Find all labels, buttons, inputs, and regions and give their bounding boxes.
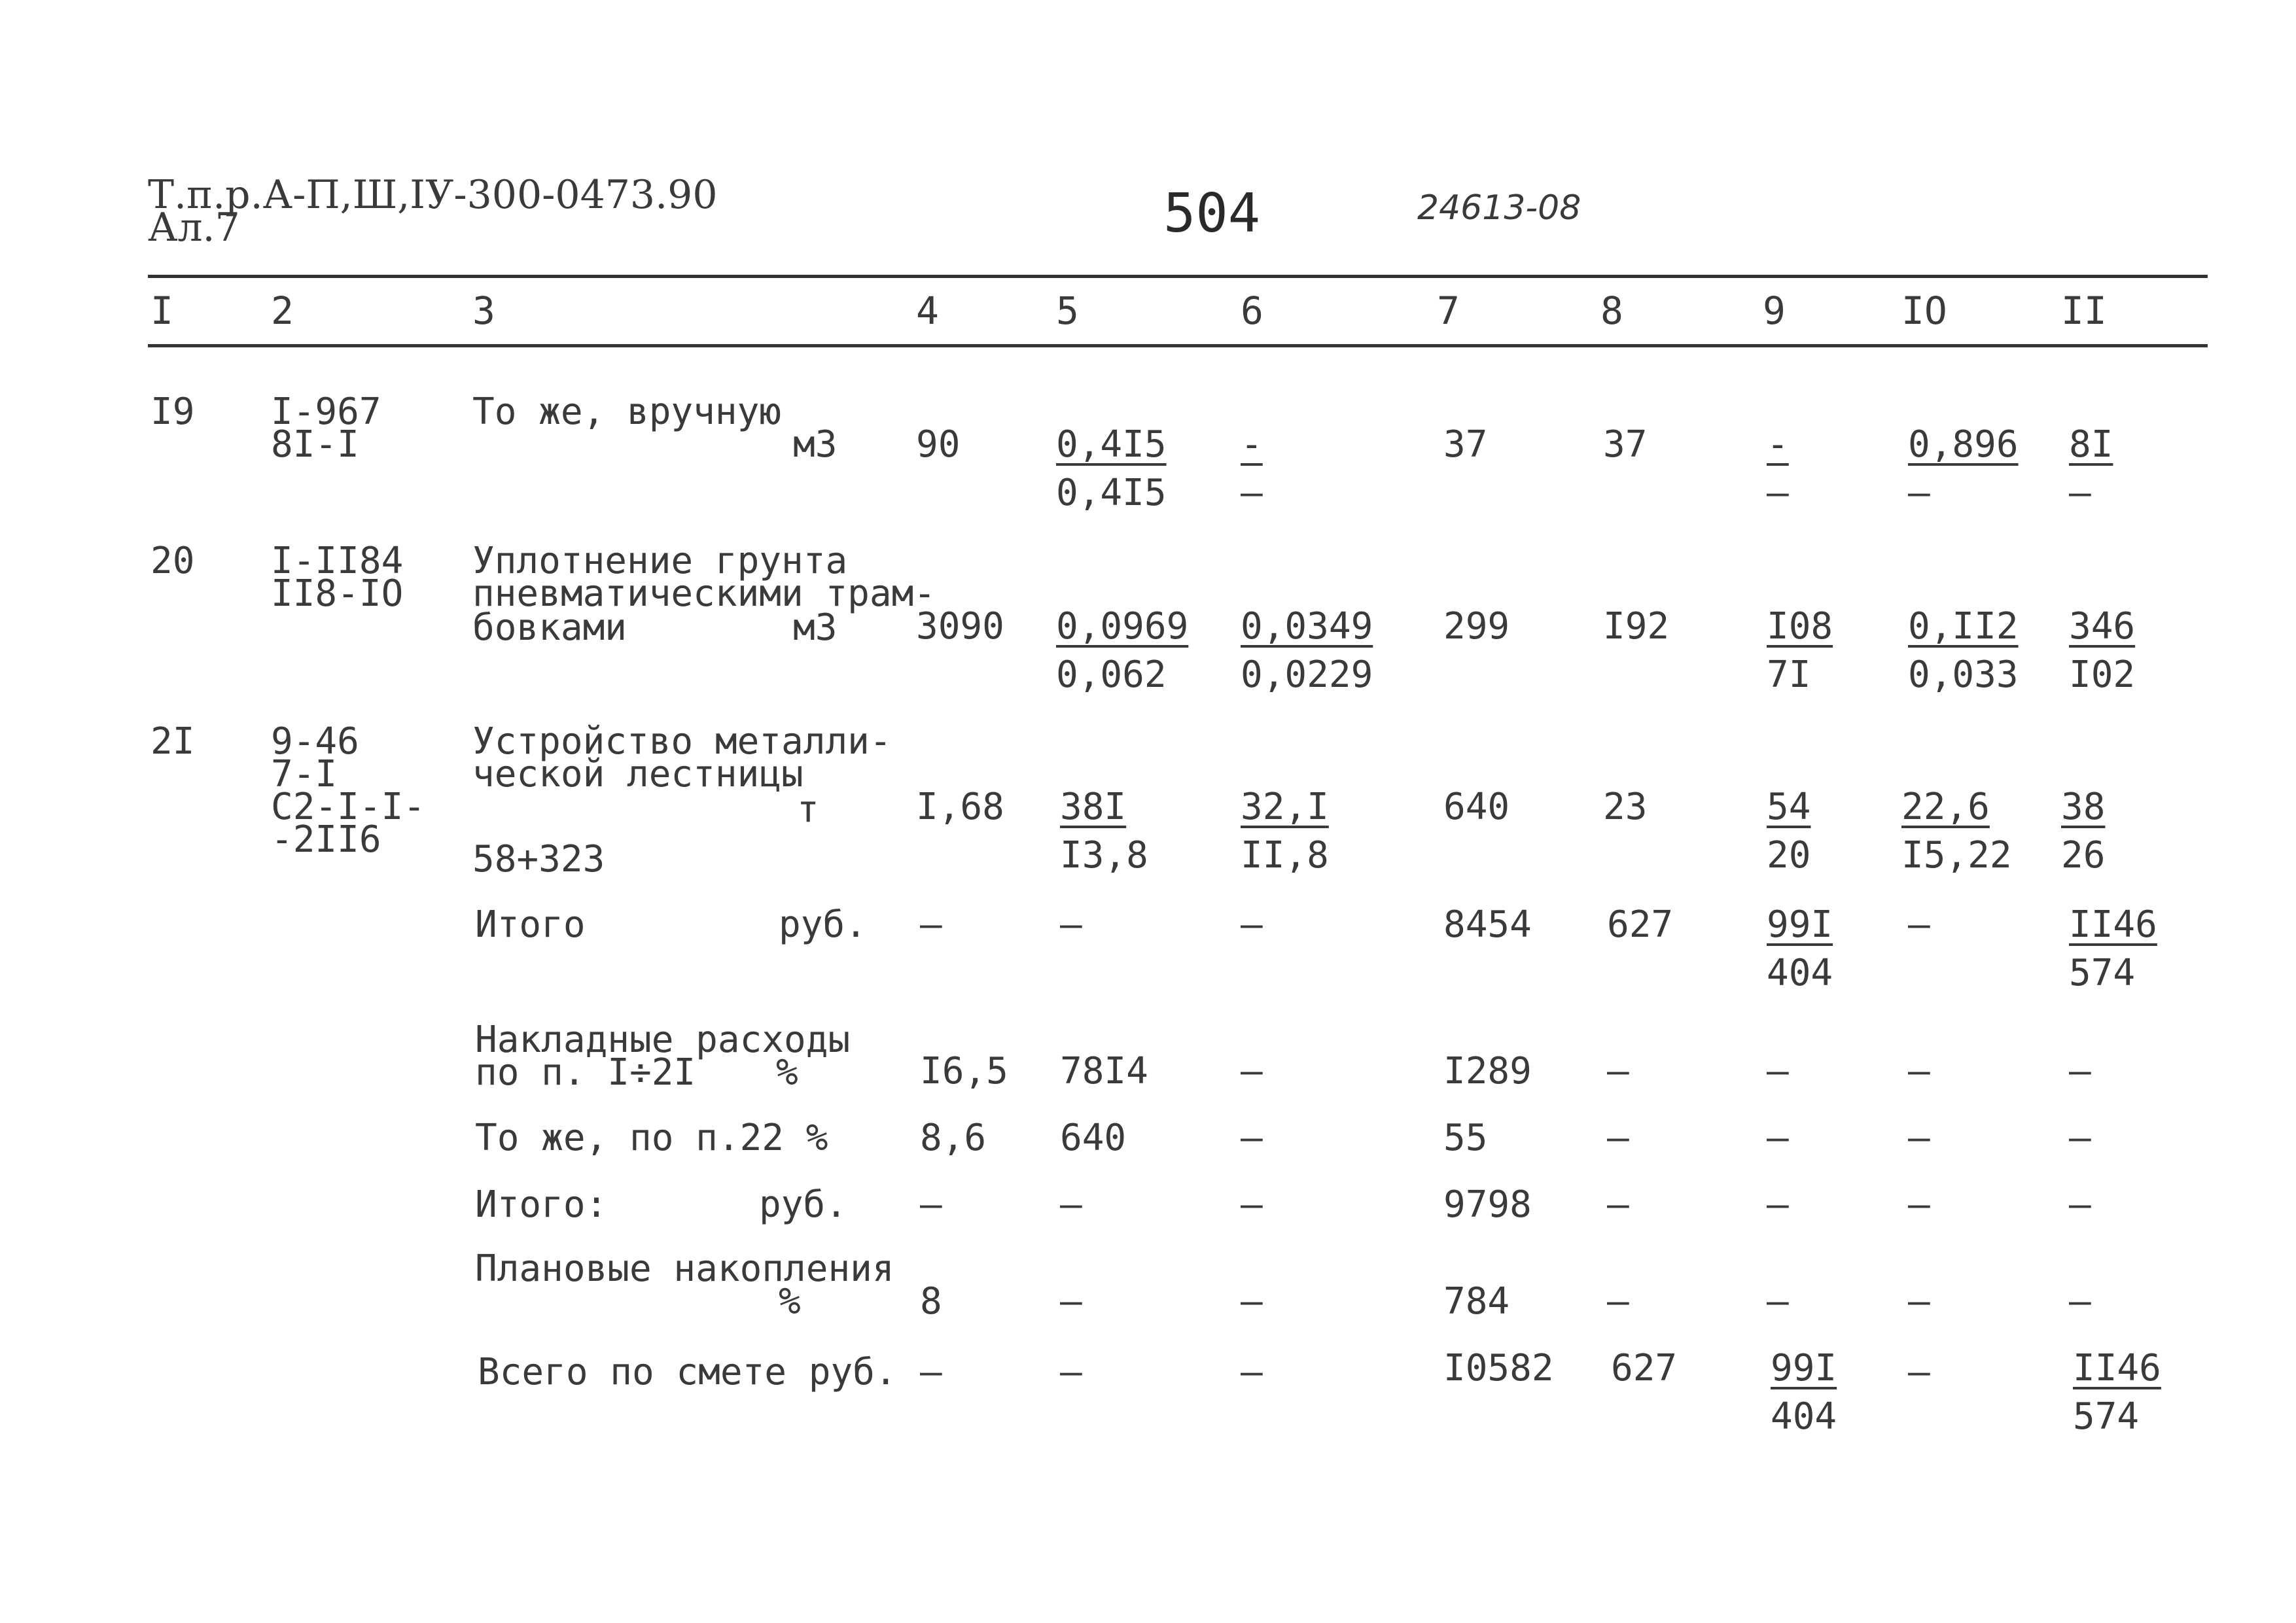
value-denominator: 0,0229 <box>1241 654 1373 696</box>
value-denominator: I02 <box>2069 654 2136 696</box>
value: – <box>1908 1183 1930 1226</box>
sheet-label: Ал.7 <box>148 205 240 251</box>
value-denominator: 574 <box>2069 952 2136 994</box>
unit: т <box>797 788 819 831</box>
value: – <box>1060 1280 1082 1323</box>
unit: руб. <box>759 1183 847 1226</box>
value-denominator: 26 <box>2061 834 2106 877</box>
unit: % <box>779 1280 801 1323</box>
price-reference: С2-I-I- <box>271 786 426 828</box>
value: – <box>1908 903 1930 946</box>
value: – <box>1908 1050 1930 1092</box>
value-denominator: I5,22 <box>1901 834 2012 877</box>
value: – <box>1241 1117 1263 1159</box>
value: – <box>1060 1351 1082 1393</box>
value-numerator: 54 <box>1767 786 1811 828</box>
summary-label: Итого <box>475 903 586 946</box>
value: 784 <box>1443 1280 1510 1323</box>
summary-label: Всего по смете руб. <box>478 1351 897 1393</box>
value: – <box>1767 1183 1789 1226</box>
value-denominator: I3,8 <box>1060 834 1148 877</box>
row-number: 2I <box>150 720 195 763</box>
value: 55 <box>1443 1117 1488 1159</box>
col-header-4: 4 <box>916 288 939 333</box>
col-header-7: 7 <box>1437 288 1460 333</box>
work-description: бовками <box>472 606 627 649</box>
value-numerator: 0,896 <box>1908 423 2019 466</box>
value-numerator: I08 <box>1767 605 1833 648</box>
value: – <box>1908 1117 1930 1159</box>
value: 8,6 <box>920 1117 987 1159</box>
page-number: 504 <box>1163 183 1261 245</box>
document-code: Т.п.р.А-П,Ш,ІУ-300-0473.90 <box>148 172 718 218</box>
summary-label: по п. I÷2I <box>475 1051 696 1094</box>
value-numerator: 22,6 <box>1901 786 1990 828</box>
work-description: То же, вручную <box>472 391 782 433</box>
summary-label: Накладные расходы <box>475 1019 851 1061</box>
value: 37 <box>1443 423 1488 466</box>
value-numerator: 346 <box>2069 605 2136 648</box>
summary-label: Плановые накопления <box>475 1248 894 1290</box>
value-denominator: 404 <box>1771 1395 1837 1438</box>
value: – <box>2069 1183 2091 1226</box>
price-reference: I-967 <box>271 391 381 433</box>
value: – <box>1908 1351 1930 1393</box>
value: – <box>1767 1117 1789 1159</box>
unit: % <box>776 1051 798 1094</box>
value: – <box>1607 1280 1629 1323</box>
value-denominator: 0,4I5 <box>1056 472 1167 514</box>
col-header-3: 3 <box>472 288 495 333</box>
value: 9798 <box>1443 1183 1532 1226</box>
table-header-rule <box>148 344 2208 347</box>
value: 78I4 <box>1060 1050 1148 1092</box>
work-description: пневматическими трам- <box>472 572 936 615</box>
value-denominator: – <box>1767 472 1789 514</box>
value: – <box>1767 1050 1789 1092</box>
value-denominator: 574 <box>2073 1395 2140 1438</box>
value: I6,5 <box>920 1050 1008 1092</box>
price-reference: I-II84 <box>271 540 404 582</box>
value-numerator: 0,II2 <box>1908 605 2019 648</box>
unit: м3 <box>793 423 838 466</box>
value-numerator: 8I <box>2069 423 2113 466</box>
value-numerator: 38 <box>2061 786 2106 828</box>
value: – <box>2069 1117 2091 1159</box>
col-header-9: 9 <box>1763 288 1786 333</box>
value: – <box>1241 1050 1263 1092</box>
value-denominator: – <box>2069 472 2091 514</box>
price-reference: 8I-I <box>271 423 359 466</box>
work-description: Уплотнение грунта <box>472 540 848 582</box>
value: – <box>1767 1280 1789 1323</box>
value-denominator: – <box>1908 472 1930 514</box>
value-numerator: - <box>1241 423 1263 466</box>
value: – <box>1241 903 1263 946</box>
work-description: Устройство металли- <box>472 720 892 763</box>
inventory-stamp: 24613-08 <box>1417 188 1581 228</box>
value: 8454 <box>1443 903 1532 946</box>
value-numerator: 99I <box>1771 1347 1837 1389</box>
value: 640 <box>1060 1117 1127 1159</box>
col-header-10: IO <box>1901 288 1947 333</box>
value: – <box>1607 1183 1629 1226</box>
value: 627 <box>1607 903 1674 946</box>
value: – <box>1607 1117 1629 1159</box>
work-description-extra: 58+323 <box>472 838 605 881</box>
value: – <box>1060 903 1082 946</box>
value-denominator: 20 <box>1767 834 1811 877</box>
value: – <box>1241 1280 1263 1323</box>
value: 23 <box>1603 786 1648 828</box>
value-denominator: 404 <box>1767 952 1833 994</box>
value-numerator: 38I <box>1060 786 1127 828</box>
value-numerator: - <box>1767 423 1789 466</box>
value-denominator: – <box>1241 472 1263 514</box>
value: 627 <box>1611 1347 1678 1389</box>
value-numerator: 99I <box>1767 903 1833 946</box>
value-denominator: 7I <box>1767 654 1811 696</box>
value: – <box>1908 1280 1930 1323</box>
summary-label: Итого: <box>475 1183 608 1226</box>
value: – <box>1241 1351 1263 1393</box>
table-top-rule <box>148 275 2208 278</box>
value: – <box>2069 1280 2091 1323</box>
value-numerator: 0,0969 <box>1056 605 1189 648</box>
value-denominator: 0,033 <box>1908 654 2019 696</box>
value-numerator: 0,4I5 <box>1056 423 1167 466</box>
value-numerator: 32,I <box>1241 786 1329 828</box>
value-numerator: II46 <box>2069 903 2157 946</box>
value: – <box>920 903 942 946</box>
value: 299 <box>1443 605 1510 648</box>
col-header-5: 5 <box>1056 288 1079 333</box>
col-header-11: II <box>2061 288 2107 333</box>
price-reference: 9-46 <box>271 720 359 763</box>
summary-label: То же, по п.22 % <box>475 1117 828 1159</box>
value-denominator: 0,062 <box>1056 654 1167 696</box>
value: – <box>1607 1050 1629 1092</box>
quantity: 90 <box>916 423 961 466</box>
value: – <box>920 1351 942 1393</box>
value: – <box>920 1183 942 1226</box>
price-reference: II8-IO <box>271 572 404 615</box>
col-header-2: 2 <box>271 288 294 333</box>
row-number: 20 <box>150 540 195 582</box>
value: I92 <box>1603 605 1670 648</box>
work-description: ческой лестницы <box>472 753 804 795</box>
value: – <box>1241 1183 1263 1226</box>
col-header-8: 8 <box>1600 288 1623 333</box>
col-header-1: I <box>150 288 173 333</box>
unit: м3 <box>793 606 838 649</box>
price-reference: -2II6 <box>271 818 381 861</box>
value: I0582 <box>1443 1347 1554 1389</box>
unit: руб. <box>779 903 867 946</box>
value: – <box>1060 1183 1082 1226</box>
value-denominator: II,8 <box>1241 834 1329 877</box>
value: 640 <box>1443 786 1510 828</box>
value: 8 <box>920 1280 942 1323</box>
price-reference: 7-I <box>271 753 338 795</box>
value: 37 <box>1603 423 1648 466</box>
value-numerator: II46 <box>2073 1347 2161 1389</box>
quantity: 3090 <box>916 605 1004 648</box>
value: I289 <box>1443 1050 1532 1092</box>
value-numerator: 0,0349 <box>1241 605 1373 648</box>
value: – <box>2069 1050 2091 1092</box>
row-number: I9 <box>150 391 195 433</box>
col-header-6: 6 <box>1241 288 1263 333</box>
quantity: I,68 <box>916 786 1004 828</box>
